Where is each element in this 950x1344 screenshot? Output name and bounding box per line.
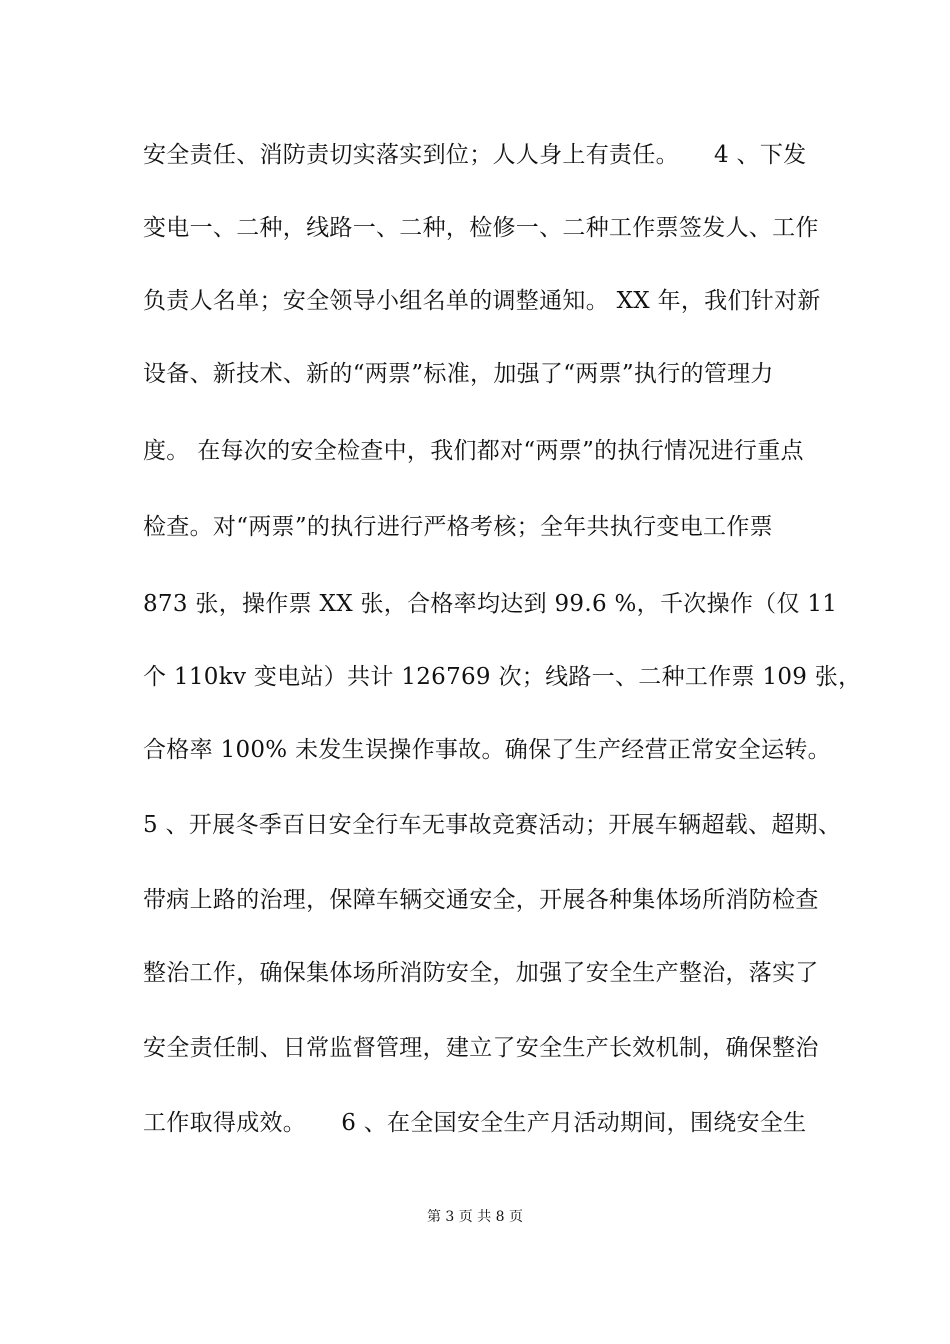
body-text-line: 个 110kv 变电站）共计 126769 次；线路一、二种工作票 109 张，	[143, 664, 862, 690]
body-text-line: 度。 在每次的安全检查中，我们都对“两票”的执行情况进行重点	[143, 438, 804, 464]
body-text-line: 带病上路的治理，保障车辆交通安全，开展各种集体场所消防检查	[143, 887, 819, 913]
body-text-line: 工作取得成效。 6 、在全国安全生产月活动期间，围绕安全生	[143, 1110, 807, 1136]
body-text-line: 整治工作，确保集体场所消防安全，加强了安全生产整治，落实了	[143, 960, 819, 986]
body-text-line: 873 张，操作票 XX 张，合格率均达到 99.6 %，千次操作（仅 11	[143, 591, 838, 617]
body-text-line: 设备、新技术、新的“两票”标准，加强了“两票”执行的管理力	[143, 361, 774, 387]
body-text-line: 安全责任制、日常监督管理，建立了安全生产长效机制，确保整治	[143, 1035, 819, 1061]
page-number-footer: 第 3 页 共 8 页	[426, 1209, 524, 1225]
body-text-line: 5 、开展冬季百日安全行车无事故竞赛活动；开展车辆超载、超期、	[143, 812, 842, 838]
body-text-line: 负责人名单；安全领导小组名单的调整通知。 XX 年，我们针对新	[143, 288, 821, 314]
body-text-line: 检查。对“两票”的执行进行严格考核；全年共执行变电工作票	[143, 514, 773, 540]
body-text-line: 合格率 100% 未发生误操作事故。确保了生产经营正常安全运转。	[143, 737, 831, 763]
body-text-line: 变电一、二种，线路一、二种，检修一、二种工作票签发人、工作	[143, 215, 819, 241]
body-text-line: 安全责任、消防责切实落实到位；人人身上有责任。 4 、下发	[143, 142, 807, 168]
